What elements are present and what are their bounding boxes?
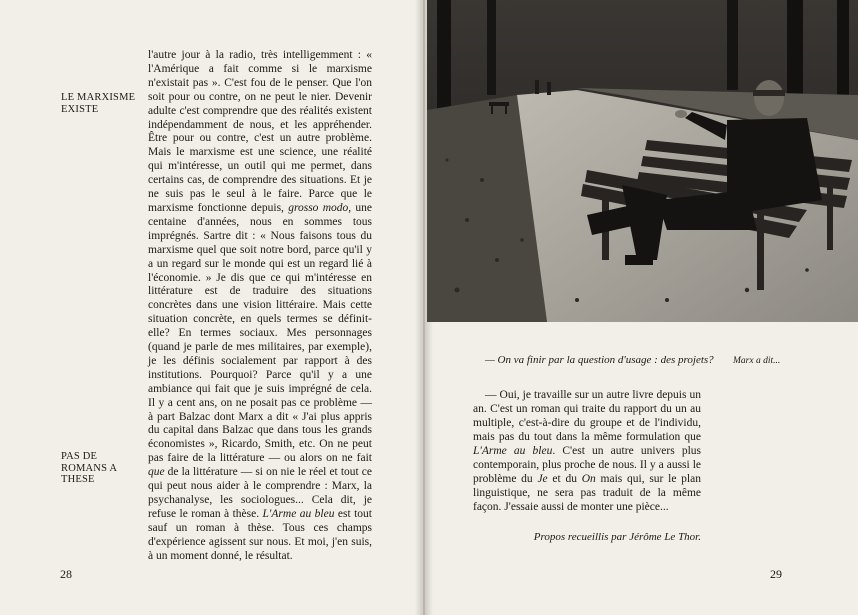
margin-note-marxisme: LE MARXISME EXISTE [61, 92, 136, 115]
body-segment: est tout sauf un roman à thèse. Tous ces champs d'expérience agissent sur nous. Et moi, j'en suis, à un moment donné, le résultat. [148, 507, 372, 562]
page-number-left: 28 [60, 567, 72, 581]
answer-italic-title: L'Arme au bleu [473, 445, 553, 457]
answer-segment: . C'est un autre univers plus contemporain, plus proche de nous. Il y a aussi le problème du [473, 445, 701, 485]
body-italic-title: L'Arme au bleu [262, 507, 335, 520]
answer-segment: et du [547, 473, 582, 485]
body-segment: l'autre jour à la radio, très intelligemment : « l'Amérique a fait comme si le marxisme n'existait pas ». C'est fou de le penser. Que l'on soit pour ou contre, on ne peut le nier. Devenir adulte c'est comprendre que des réalités existent indépendamment de nous, et les appréhender. Être pour ou contre, c'est un autre problème. Mais le marxisme est une science, une réalité qui m'intéresse, un outil qui me permet, dans certains cas, de comprendre des situations. Et je ne suis pas le seul à le faire. Parce que le marxisme fonctionne depuis, [148, 49, 372, 214]
answer-italic-on: On [581, 473, 596, 485]
body-segment: , une centaine d'années, nous en sommes tous imprégnés. Sartre dit : « Nous faisons tous du marxisme quel que soit notre bord, parce qu'il y a un regard sur le monde qui est un regard lié à l'économie. » Je dis que ce qui m'intéresse en littérature est de traduire des situations concrètes dans une vision littéraire. Mais cette situation concrète, en quels termes se définit-elle? En termes sociaux. Mes personnages (quand je parle de mes militaires, par exemple), je les définis socialement par rapport à des institutions. Pourquoi? Parce qu'il y a une ambiance qui fait que je suis imprégné de cela. Il y a cent ans, on ne posait pas ce problème — à part Balzac dont Marx a dit « J'ai plus appris du capital dans Balzac que dans tous les grands économistes », Ricardo, Smith, etc. On ne peut pas faire de la littérature — ou alors on ne fait [148, 201, 372, 465]
page-number-right: 29 [770, 567, 782, 581]
answer-segment: — Oui, je travaille sur un autre livre depuis un an. C'est un roman qui traite du rapport du un au multiple, c'est-à-dire du groupe et de l'individu, mais pas du tout dans la même formulation que [473, 389, 701, 443]
interview-credit: Propos recueillis par Jérôme Le Thor. [533, 531, 701, 543]
answer-segment: mais qui, sur le plan linguistique, ne sera pas traduit de la même façon. J'essaie aussi de monter une pièce... [473, 473, 701, 513]
margin-note-marx: Marx a dit... [733, 356, 781, 366]
man-on-park-bench-photo [427, 0, 858, 322]
body-segment: de la littérature — si on nie le réel et tout ce qui peut nous aider à le comprendre : Marx, la psychanalyse, les sociologues... Cela dit, je refuse le roman à thèse. [148, 466, 372, 520]
body-italic-que: que [148, 466, 165, 479]
answer-italic-je: Je [537, 473, 548, 485]
left-body-text [148, 49, 372, 564]
interview-answer [473, 388, 701, 514]
margin-note-romans: PAS DE ROMANS A THESE [61, 451, 117, 485]
body-italic-grosso-modo: grosso modo [288, 201, 349, 214]
interview-question: — On va finir par la question d'usage : des projets? [485, 354, 714, 366]
